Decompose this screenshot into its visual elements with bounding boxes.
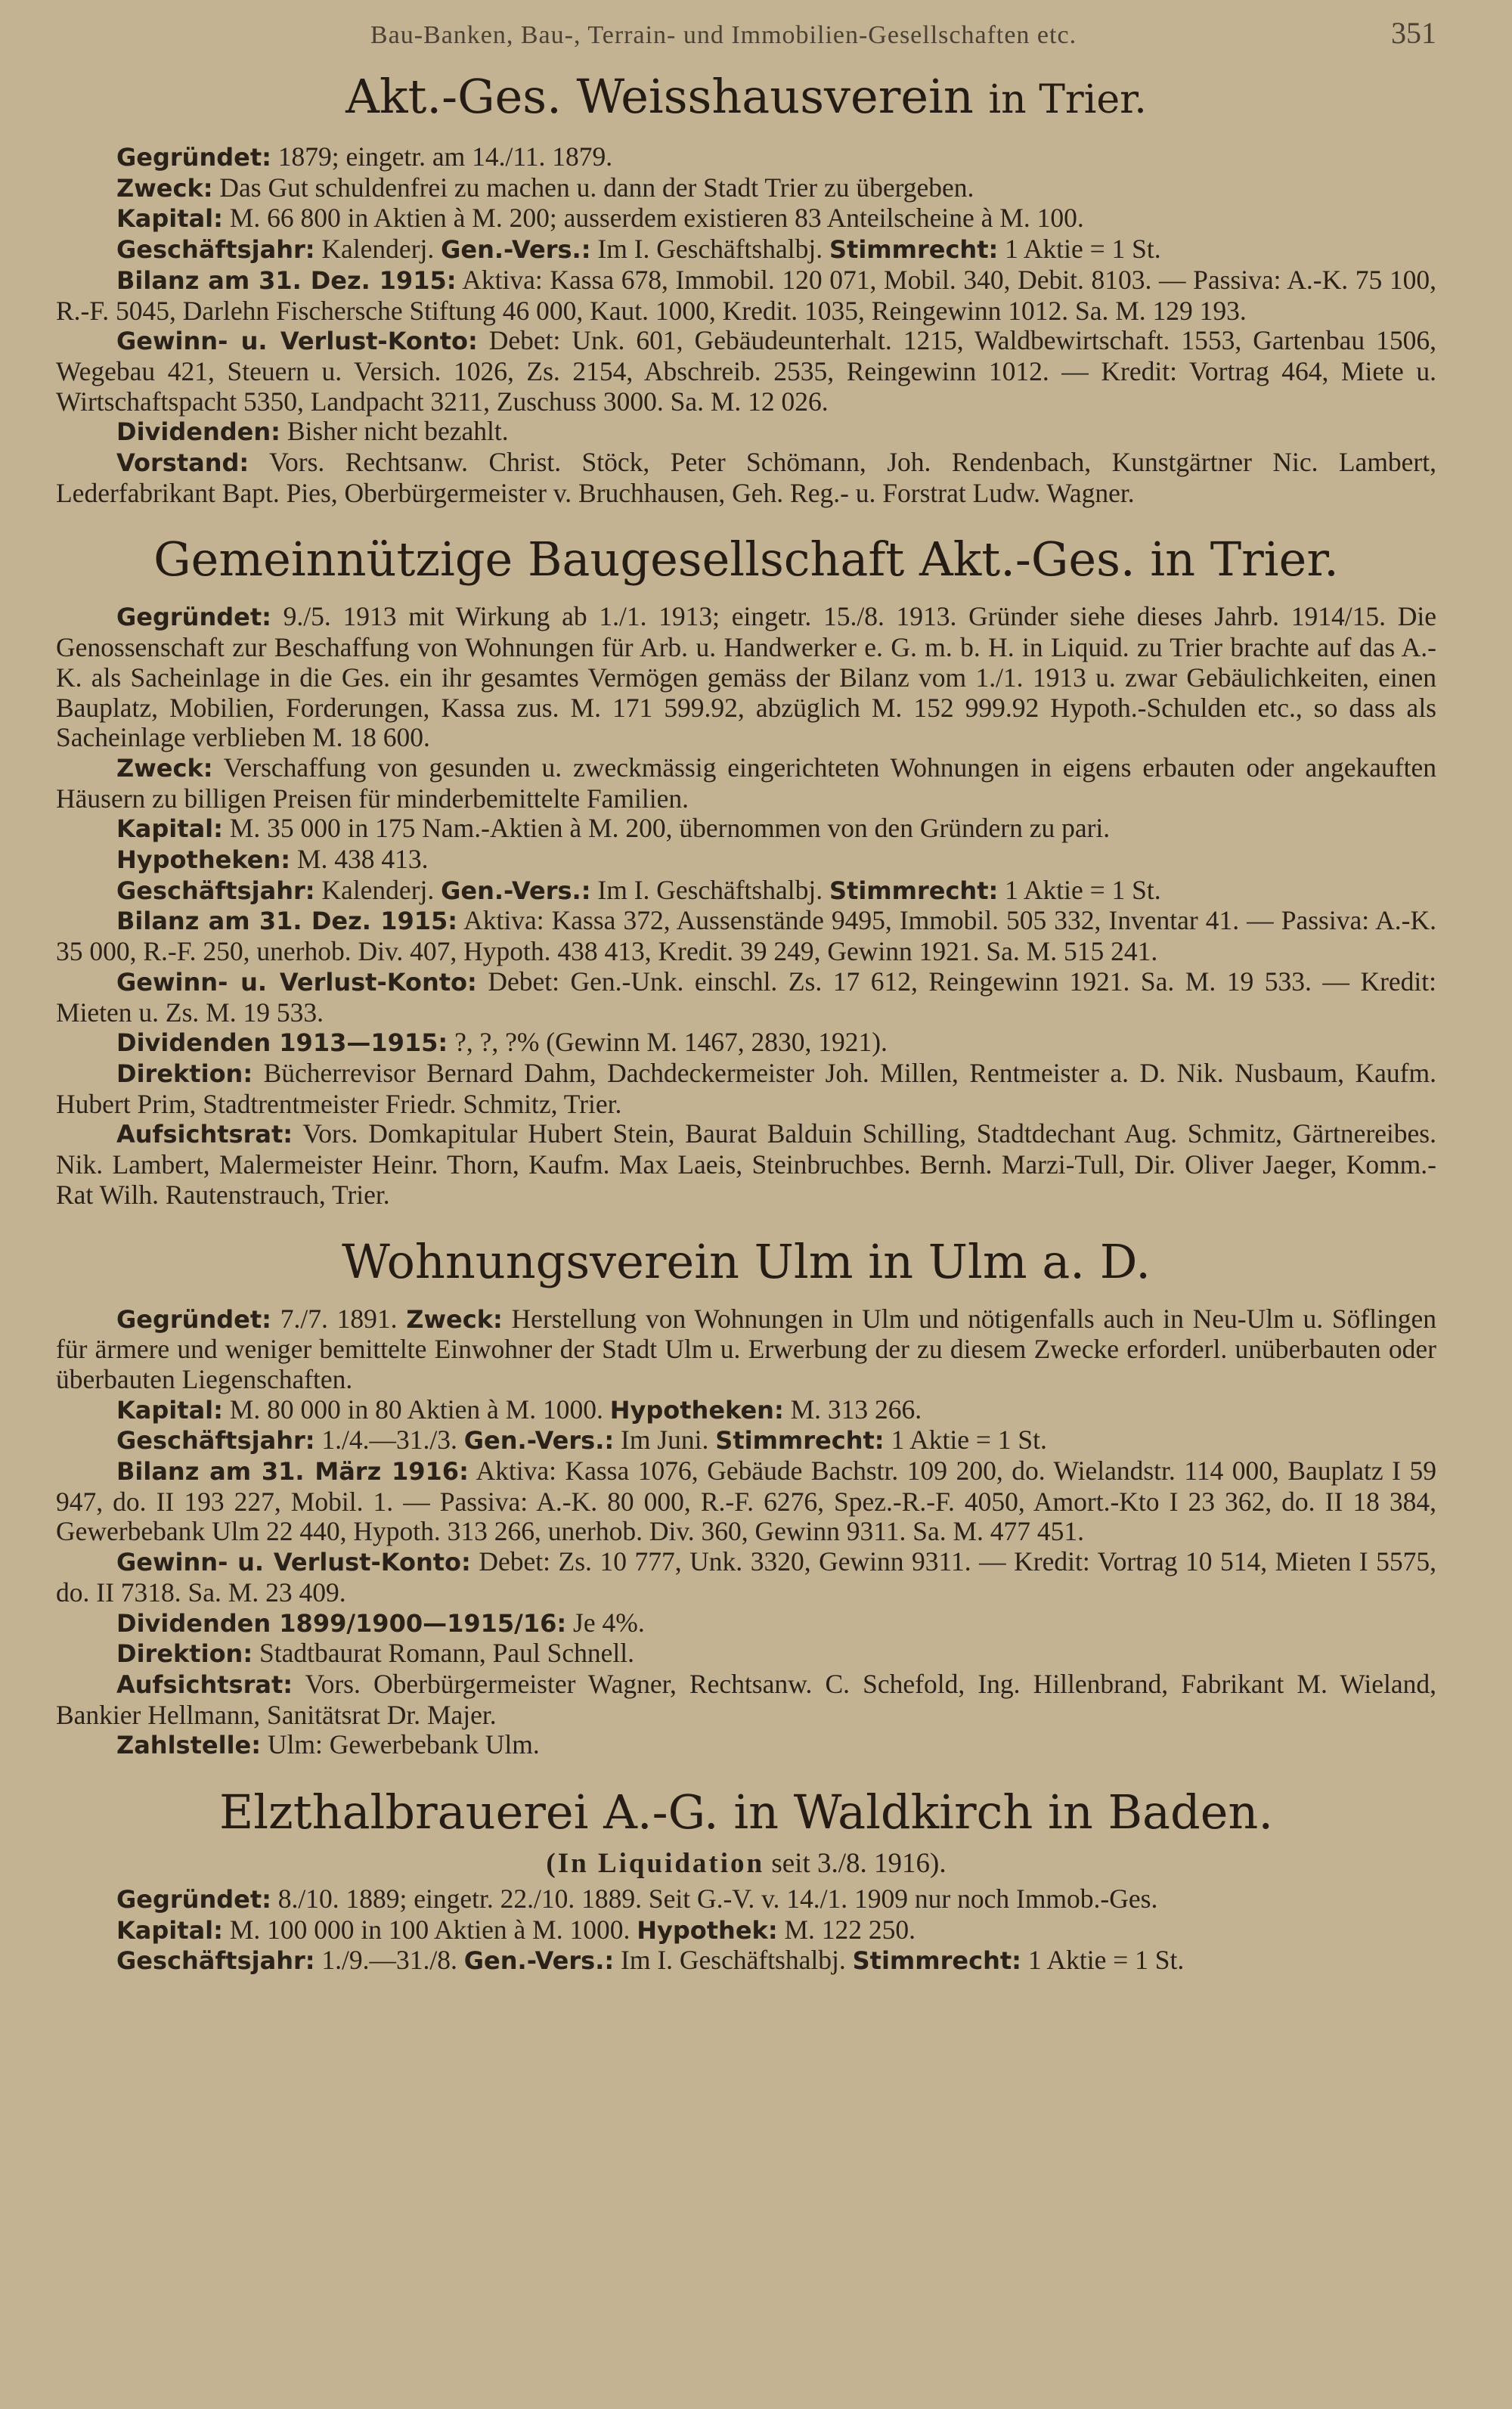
field-text: 9./5. 1913 mit Wirkung ab 1./1. 1913; eingetr. 15./8. 1913. Gründer siehe dieses Jahrb. 1914/15. Die Genossenschaft zur Beschaffung von Wohnungen für Arb. u. Handwerker e. G. m. b. H. in Liquid. zu Trier brachte auf das A.-K. als Sacheinlage in die Ges. ein ihr gesamtes Vermögen gemäss der Bilanz vom 1./1. 1913 u. zwar Gebäulichkeiten, einen Bauplatz, Mobilien, Forderungen, Kassa zus. M. 171 599.92, abzüglich M. 152 999.92 Hypoth.-Schulden etc., so dass als Sacheinlage verblieben M. 18 600. — [56, 601, 1436, 753]
field-label: Kapital: — [116, 814, 223, 844]
field-text: Im Juni. — [614, 1425, 716, 1456]
company-place: in Ulm a. D. — [868, 1233, 1151, 1289]
field-text: M. 35 000 in 175 Nam.-Aktien à M. 200, übernommen von den Gründern zu pari. — [222, 813, 1111, 844]
field-label: Bilanz am 31. Dez. 1915: — [116, 265, 457, 295]
field-label: Aufsichtsrat: — [116, 1670, 293, 1699]
field-label: Dividenden: — [116, 417, 280, 447]
entry-bilanz — [56, 1456, 1436, 1547]
field-label: Geschäftsjahr: — [116, 1426, 315, 1456]
entry-geschaeftsjahr — [56, 876, 1436, 907]
company-elzthalbrauerei — [56, 1782, 1436, 1976]
field-text: 7./7. 1891. — [271, 1303, 407, 1334]
field-text: Aktiva: Kassa 678, Immobil. 120 071, Mobil. 340, Debit. 8103. — Passiva: A.-K. 75 100, R.-F. 5045, Darlehn Fischersche Stiftung 46 000, Kaut. 1000, Kredit. 1035, Reingewinn 1012. Sa. M. 129 193. — [56, 264, 1437, 326]
field-text: Stadtbaurat Romann, Paul Schnell. — [253, 1638, 634, 1669]
entry-geschaeftsjahr — [56, 1425, 1436, 1456]
entry-zweck — [56, 753, 1436, 814]
field-text: M. 438 413. — [290, 844, 429, 875]
entry-geschaeftsjahr — [56, 1945, 1436, 1976]
field-text: 1 Aktie = 1 St. — [1021, 1945, 1185, 1976]
field-text: 1 Aktie = 1 St. — [998, 874, 1161, 905]
field-text: Vors. Rechtsanw. Christ. Stöck, Peter Schömann, Joh. Rendenbach, Kunstgärtner Nic. Lambert, Lederfabrikant Bapt. Pies, Oberbürgermeister v. Bruchhausen, Geh. Reg.- u. Forstrat Ludw. Wagner. — [56, 447, 1436, 508]
field-label: Stimmrecht: — [829, 235, 999, 265]
field-label: Geschäftsjahr: — [116, 1946, 315, 1976]
field-label: Vorstand: — [116, 448, 249, 478]
field-text: Kalenderj. — [314, 874, 442, 905]
field-label: Gen.-Vers.: — [441, 876, 591, 905]
liquidation-note — [56, 1847, 1436, 1880]
running-title: Bau-Banken, Bau-, Terrain- und Immobilien-Gesellschaften etc. — [370, 21, 1077, 49]
field-label: Zweck: — [116, 173, 213, 203]
field-label: Direktion: — [116, 1639, 253, 1669]
page-number: 351 — [1391, 16, 1436, 50]
liquidation-text: seit 3./8. 1916). — [764, 1848, 947, 1880]
field-text: Im I. Geschäftshalbj. — [590, 874, 829, 905]
field-label: Hypotheken: — [609, 1395, 784, 1425]
field-label: Gewinn- u. Verlust-Konto: — [116, 327, 478, 356]
company-name: Gemeinnützige Baugesellschaft Akt.-Ges. — [153, 532, 1136, 588]
entry-gegruendet — [56, 602, 1436, 753]
field-label: Gegründet: — [116, 143, 271, 172]
entry-kapital — [56, 1395, 1436, 1426]
field-text: Das Gut schuldenfrei zu machen u. dann der Stadt Trier zu übergeben. — [212, 172, 974, 203]
field-text: Aktiva: Kassa 1076, Gebäude Bachstr. 109 200, do. Wielandstr. 114 000, Bauplatz I 59 947, do. II 193 227, Mobil. 1. — Passiva: A.-K. 80 000, R.-F. 6276, Spez.-R.-F. 4050, Amort.-Kto I 23 362, do. II 18 384, Gewerbebank Ulm 22 440, Hypoth. 313 266, unerhob. Div. 360, Gewinn 9311. Sa. M. 477 451. — [56, 1456, 1436, 1547]
company-wohnungsverein-ulm — [56, 1232, 1436, 1762]
field-text: M. 313 266. — [783, 1394, 922, 1425]
field-label: Gewinn- u. Verlust-Konto: — [116, 1548, 471, 1577]
field-text: 1./4.—31./3. — [314, 1425, 464, 1456]
field-label: Geschäftsjahr: — [116, 235, 315, 265]
field-label: Aufsichtsrat: — [116, 1120, 293, 1149]
company-heading — [56, 67, 1436, 130]
field-label: Zweck: — [406, 1304, 503, 1334]
field-text: Kalenderj. — [314, 234, 442, 265]
field-label: Dividenden 1913—1915: — [116, 1028, 448, 1058]
field-label: Kapital: — [116, 1395, 223, 1425]
field-text: M. 100 000 in 100 Aktien à M. 1000. — [222, 1914, 637, 1945]
field-label: Bilanz am 31. Dez. 1915: — [116, 907, 458, 936]
field-label: Stimmrecht: — [852, 1946, 1021, 1976]
field-label: Gen.-Vers.: — [463, 1426, 615, 1456]
field-text: 8./10. 1889; eingetr. 22./10. 1889. Seit G.-V. v. 14./1. 1909 nur noch Immob.-Ges. — [271, 1883, 1158, 1914]
company-heading — [56, 529, 1436, 590]
entry-gewinn-verlust — [56, 326, 1436, 417]
company-heading — [56, 1782, 1436, 1843]
field-text: Im I. Geschäftshalbj. — [614, 1945, 853, 1976]
field-label: Hypotheken: — [116, 845, 291, 875]
entry-bilanz — [56, 265, 1436, 326]
entry-bilanz — [56, 906, 1436, 966]
field-text: 1 Aktie = 1 St. — [884, 1425, 1047, 1456]
entry-zahlstelle — [56, 1730, 1436, 1761]
field-label: Gegründet: — [116, 1304, 271, 1334]
field-label: Gen.-Vers.: — [441, 235, 591, 265]
field-label: Kapital: — [116, 1915, 223, 1945]
field-text: Herstellung von Wohnungen in Ulm und nötigenfalls auch in Neu-Ulm u. Söflingen für ärmere und weniger bemittelte Einwohner der Stadt Ulm u. Erwerbung der zu diesem Zwecke erforderl. unüberbauten oder überbauten Liegenschaften. — [56, 1303, 1436, 1394]
entry-kapital — [56, 1915, 1436, 1946]
entry-vorstand — [56, 448, 1436, 508]
entry-aufsichtsrat — [56, 1670, 1436, 1730]
field-label: Gegründet: — [116, 603, 271, 632]
field-text: Bücherrevisor Bernard Dahm, Dachdeckermeister Joh. Millen, Rentmeister a. D. Nik. Nusbaum, Kaufm. Hubert Prim, Stadtrentmeister Friedr. Schmitz, Trier. — [56, 1057, 1436, 1119]
field-label: Zahlstelle: — [116, 1731, 262, 1760]
company-heading — [56, 1232, 1436, 1292]
field-text: M. 66 800 in Aktien à M. 200; ausserdem existieren 83 Anteilscheine à M. 100. — [222, 203, 1084, 234]
field-label: Dividenden 1899/1900—1915/16: — [116, 1608, 567, 1638]
field-label: Stimmrecht: — [829, 876, 999, 905]
entry-gegruendet — [56, 142, 1436, 173]
field-text: M. 80 000 in 80 Aktien à M. 1000. — [222, 1394, 610, 1425]
field-text: Debet: Unk. 601, Gebäudeunterhalt. 1215, Waldbewirtschaft. 1553, Gartenbau 1506, Wegebau 421, Steuern u. Versich. 1026, Zs. 2154, Abschreib. 2535, Reingewinn 1012. — Kredit: Vortrag 464, Miete u. Wirtschaftspacht 5350, Landpacht 3211, Zuschuss 3000. Sa. M. 12 026. — [56, 325, 1436, 417]
liquidation-label: (In Liquidation — [546, 1848, 765, 1880]
company-place: in Trier. — [988, 77, 1147, 122]
entry-dividenden — [56, 1028, 1436, 1059]
field-label: Kapital: — [116, 204, 223, 234]
field-text: Aktiva: Kassa 372, Aussenstände 9495, Immobil. 505 332, Inventar 41. — Passiva: A.-K. 35 000, R.-F. 250, unerhob. Div. 407, Hypoth. 438 413, Kredit. 39 249, Gewinn 1921. Sa. M. 515 241. — [56, 905, 1436, 967]
field-text: Bisher nicht bezahlt. — [280, 416, 509, 447]
field-label: Zweck: — [116, 753, 213, 783]
field-text: Im I. Geschäftshalbj. — [590, 234, 829, 265]
field-text: 1 Aktie = 1 St. — [998, 234, 1161, 265]
field-label: Hypothek: — [637, 1915, 778, 1945]
running-head — [56, 15, 1436, 65]
field-text: Verschaffung von gesunden u. zweckmässig eingerichteten Wohnungen in eigens erbauten oder angekauften Häusern zu billigen Preisen für minderbemittelte Familien. — [56, 752, 1436, 814]
field-text: Debet: Zs. 10 777, Unk. 3320, Gewinn 9311. — Kredit: Vortrag 10 514, Mieten I 5575, do. II 7318. Sa. M. 23 409. — [56, 1546, 1437, 1608]
field-text: Je 4%. — [566, 1607, 645, 1638]
company-name: Akt.-Ges. Weisshausverein — [345, 69, 974, 124]
entry-dividenden — [56, 417, 1436, 448]
company-name: Wohnungsverein Ulm — [342, 1233, 854, 1289]
field-label: Gewinn- u. Verlust-Konto: — [116, 967, 477, 997]
field-label: Gen.-Vers.: — [463, 1946, 615, 1976]
entry-kapital — [56, 203, 1436, 234]
entry-gegruendet — [56, 1304, 1436, 1395]
entry-direktion — [56, 1059, 1436, 1119]
entry-kapital — [56, 814, 1436, 845]
entry-hypotheken — [56, 845, 1436, 876]
entry-gewinn-verlust — [56, 1547, 1436, 1608]
entry-aufsichtsrat — [56, 1119, 1436, 1210]
entry-geschaeftsjahr — [56, 234, 1436, 265]
company-name: Elzthalbrauerei A.-G. — [218, 1784, 719, 1840]
field-label: Direktion: — [116, 1059, 253, 1088]
entry-gewinn-verlust — [56, 967, 1436, 1028]
field-text: 1879; eingetr. am 14./11. 1879. — [271, 141, 613, 172]
field-text: 1./9.—31./8. — [314, 1945, 464, 1976]
company-place: in Trier. — [1150, 532, 1339, 588]
field-label: Stimmrecht: — [715, 1426, 885, 1456]
field-text: Ulm: Gewerbebank Ulm. — [261, 1729, 540, 1760]
field-text: M. 122 250. — [777, 1914, 916, 1945]
field-text: ?, ?, ?% (Gewinn M. 1467, 2830, 1921). — [448, 1027, 888, 1058]
company-gemeinnuetzige-baugesellschaft — [56, 529, 1436, 1210]
entry-zweck — [56, 173, 1436, 204]
company-place: in Waldkirch in Baden. — [733, 1784, 1274, 1840]
entry-dividenden — [56, 1608, 1436, 1639]
field-text: Vors. Domkapitular Hubert Stein, Baurat Balduin Schilling, Stadtdechant Aug. Schmitz, Gärtnereibes. Nik. Lambert, Malermeister Heinr. Thorn, Kaufm. Max Laeis, Steinbruchbes. Bernh. Marzi-Tull, Dir. Oliver Jaeger, Komm.-Rat Wilh. Rautenstrauch, Trier. — [56, 1118, 1436, 1210]
field-text: Debet: Gen.-Unk. einschl. Zs. 17 612, Reingewinn 1921. Sa. M. 19 533. — Kredit: Mieten u. Zs. M. 19 533. — [56, 966, 1437, 1028]
company-weisshausverein — [56, 67, 1436, 508]
field-text: Vors. Oberbürgermeister Wagner, Rechtsanw. C. Schefold, Ing. Hillenbrand, Fabrikant M. Wieland, Bankier Hellmann, Sanitätsrat Dr. Majer. — [56, 1668, 1436, 1730]
field-label: Gegründet: — [116, 1885, 271, 1914]
entry-gegruendet — [56, 1884, 1436, 1915]
field-label: Geschäftsjahr: — [116, 876, 315, 905]
field-label: Bilanz am 31. März 1916: — [116, 1457, 469, 1487]
entry-direktion — [56, 1639, 1436, 1670]
